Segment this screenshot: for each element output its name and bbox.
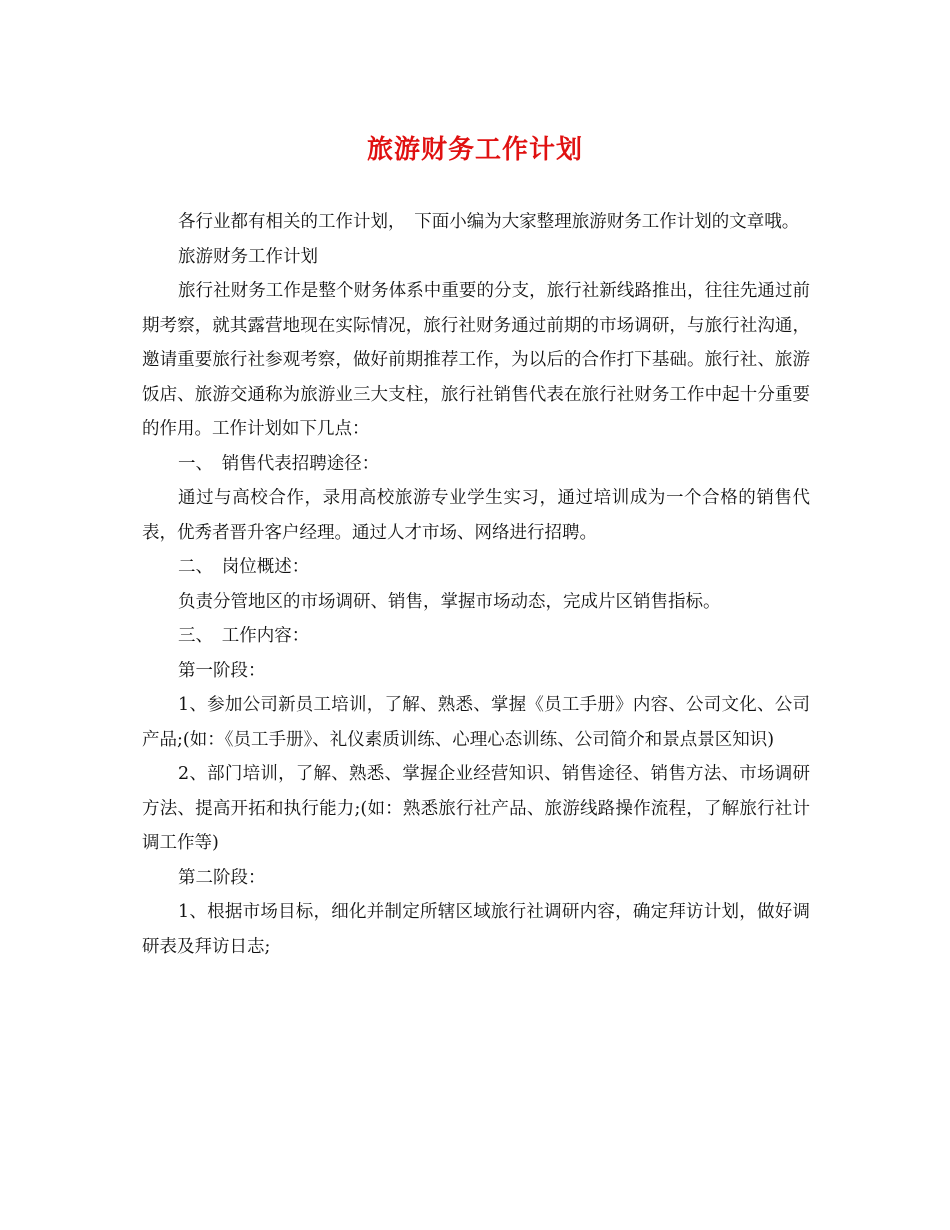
- stage-one-heading: 第一阶段：: [178, 660, 266, 681]
- stage-one-item-1: 1、参加公司新员工培训，了解、熟悉、掌握《员工手册》内容、公司文化、公司产品;(如：《员工手册》、礼仪素质训练、心理心态训练、公司简介和景点景区知识): [142, 695, 810, 750]
- section-heading-position: 二、 岗位概述：: [178, 557, 310, 577]
- overview-paragraph: 旅行社财务工作是整个财务体系中重要的分支，旅行社新线路推出，往往先通过前期考察，就其露营地现在实际情况，旅行社财务通过前期的市场调研，与旅行社沟通，邀请重要旅行社参观考察，做好前期推荐工作，为以后的合作打下基础。旅行社、旅游饭店、旅游交通称为旅游业三大支柱，旅行社销售代表在旅行社财务工作中起十分重要的作用。工作计划如下几点：: [142, 281, 810, 439]
- section-heading-recruitment: 一、 销售代表招聘途径：: [178, 453, 380, 474]
- recruitment-paragraph: 通过与高校合作，录用高校旅游专业学生实习，通过培训成为一个合格的销售代表，优秀者晋升客户经理。通过人才市场、网络进行招聘。: [142, 488, 810, 543]
- intro-paragraph: 各行业都有相关的工作计划， 下面小编为大家整理旅游财务工作计划的文章哦。: [178, 212, 800, 232]
- document-title: 旅游财务工作计划: [366, 135, 583, 165]
- stage-two-heading: 第二阶段：: [178, 867, 266, 888]
- subtitle-paragraph: 旅游财务工作计划: [178, 246, 318, 267]
- section-heading-work-content: 三、 工作内容：: [178, 626, 310, 646]
- position-paragraph: 负责分管地区的市场调研、销售，掌握市场动态，完成片区销售指标。: [178, 591, 721, 612]
- stage-one-item-2: 2、部门培训，了解、熟悉、掌握企业经营知识、销售途径、销售方法、市场调研方法、提高开拓和执行能力;(如：熟悉旅行社产品、旅游线路操作流程，了解旅行社计调工作等): [142, 764, 810, 853]
- document-body: [142, 205, 810, 964]
- stage-two-item-1: 1、根据市场目标，细化并制定所辖区域旅行社调研内容，确定拜访计划，做好调研表及拜访日志;: [142, 902, 810, 957]
